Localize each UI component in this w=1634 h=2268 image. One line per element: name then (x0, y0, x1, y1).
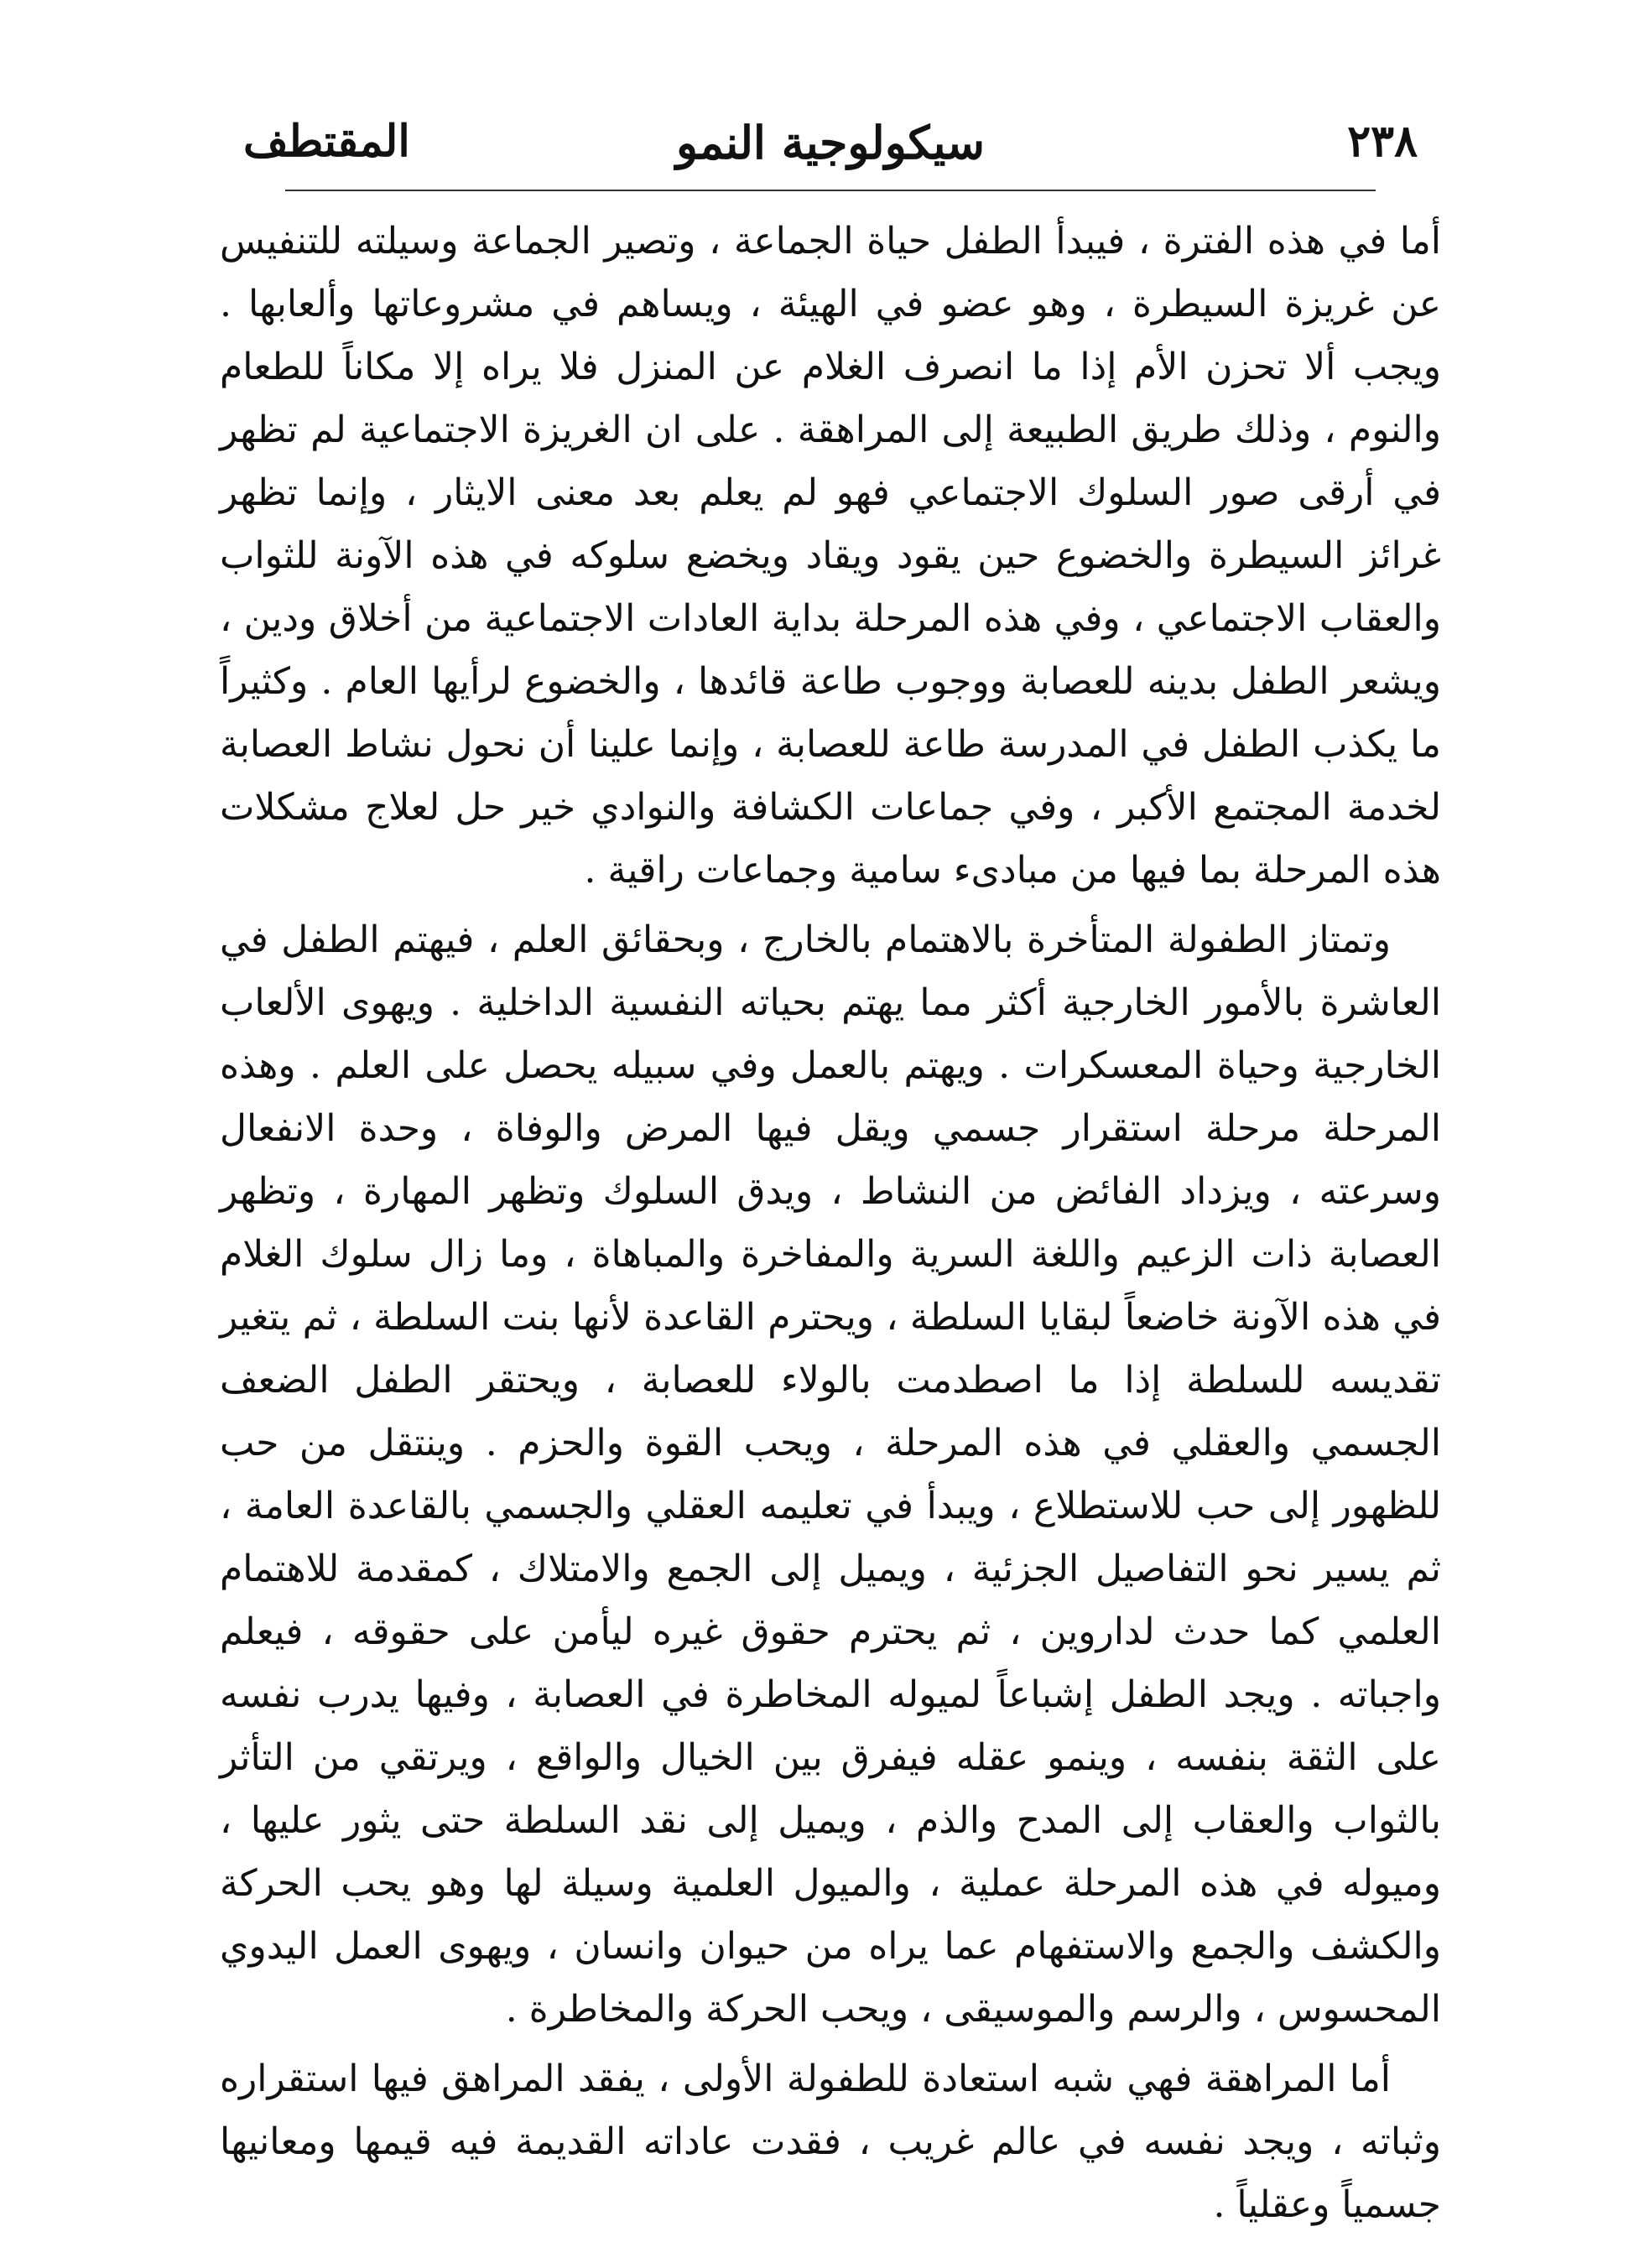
page-header (243, 116, 1418, 183)
page-number: ٢٣٨ (1347, 116, 1418, 167)
header-divider (285, 190, 1376, 191)
journal-name: المقتطف (243, 116, 410, 167)
paragraph: أما المراهقة فهي شبه استعادة للطفولة الأولى ، يفقد المراهق فيها استقراره وثباته ، ويجد نفسه في عالم غريب ، فقدت عاداته القديمة فيه قيمها ومعانيها جسمياً وعقلياً . (220, 2057, 1441, 2226)
paragraph: أما في هذه الفترة ، فيبدأ الطفل حياة الجماعة ، وتصير الجماعة وسيلته للتنفيس عن غريزة السيطرة ، وهو عضو في الهيئة ، ويساهم في مشروعاتها وألعابها . ويجب ألا تحزن الأم إذا ما انصرف الغلام عن المنزل فلا يراه إلا مكاناً للطعام والنوم ، وذلك طريق الطبيعة إلى المراهقة . على ان الغريزة الاجتماعية لم تظهر في أرقى صور السلوك الاجتماعي فهو لم يعلم بعد معنى الايثار ، وإنما تظهر غرائز السيطرة والخضوع حين يقود ويقاد ويخضع سلوكه في هذه الآونة للثواب والعقاب الاجتماعي ، وفي هذه المرحلة بداية العادات الاجتماعية من أخلاق ودين ، ويشعر الطفل بدينه للعصابة ووجوب طاعة قائدها ، والخضوع لرأيها العام . وكثيراً ما يكذب الطفل في المدرسة طاعة للعصابة ، وإنما علينا أن نحول نشاط العصابة لخدمة المجتمع الأكبر ، وفي جماعات الكشافة والنوادي خير حل لعلاج مشكلات هذه المرحلة بما فيها من مبادىء سامية وجماعات راقية . (220, 220, 1441, 892)
running-title: سيكولوجية النمو (676, 116, 985, 169)
body-text (220, 210, 1441, 2236)
paragraph: وتمتاز الطفولة المتأخرة بالاهتمام بالخارج ، وبحقائق العلم ، فيهتم الطفل في العاشرة بالأمور الخارجية أكثر مما يهتم بحياته النفسية الداخلية . ويهوى الألعاب الخارجية وحياة المعسكرات . ويهتم بالعمل وفي سبيله يحصل على العلم . وهذه المرحلة مرحلة استقرار جسمي ويقل فيها المرض والوفاة ، وحدة الانفعال وسرعته ، ويزداد الفائض من النشاط ، ويدق السلوك وتظهر المهارة ، وتظهر العصابة ذات الزعيم واللغة السرية والمفاخرة والمباهاة ، وما زال سلوك الغلام في هذه الآونة خاضعاً لبقايا السلطة ، ويحترم القاعدة لأنها بنت السلطة ، ثم يتغير تقديسه للسلطة إذا ما اصطدمت بالولاء للعصابة ، ويحتقر الطفل الضعف الجسمي والعقلي في هذه المرحلة ، ويحب القوة والحزم . وينتقل من حب للظهور إلى حب للاستطلاع ، ويبدأ في تعليمه العقلي والجسمي بالقاعدة العامة ، ثم يسير نحو التفاصيل الجزئية ، ويميل إلى الجمع والامتلاك ، كمقدمة للاهتمام العلمي كما حدث لداروين ، ثم يحترم حقوق غيره ليأمن على حقوقه ، فيعلم واجباته . ويجد الطفل إشباعاً لميوله المخاطرة في العصابة ، وفيها يدرب نفسه على الثقة بنفسه ، وينمو عقله فيفرق بين الخيال والواقع ، ويرتقي من التأثر بالثواب والعقاب إلى المدح والذم ، ويميل إلى نقد السلطة حتى يثور عليها ، وميوله في هذه المرحلة عملية ، والميول العلمية وسيلة لها وهو يحب الحركة والكشف والجمع والاستفهام عما يراه من حيوان وانسان ، ويهوى العمل اليدوي المحسوس ، والرسم والموسيقى ، ويحب الحركة والمخاطرة . (220, 918, 1441, 2031)
